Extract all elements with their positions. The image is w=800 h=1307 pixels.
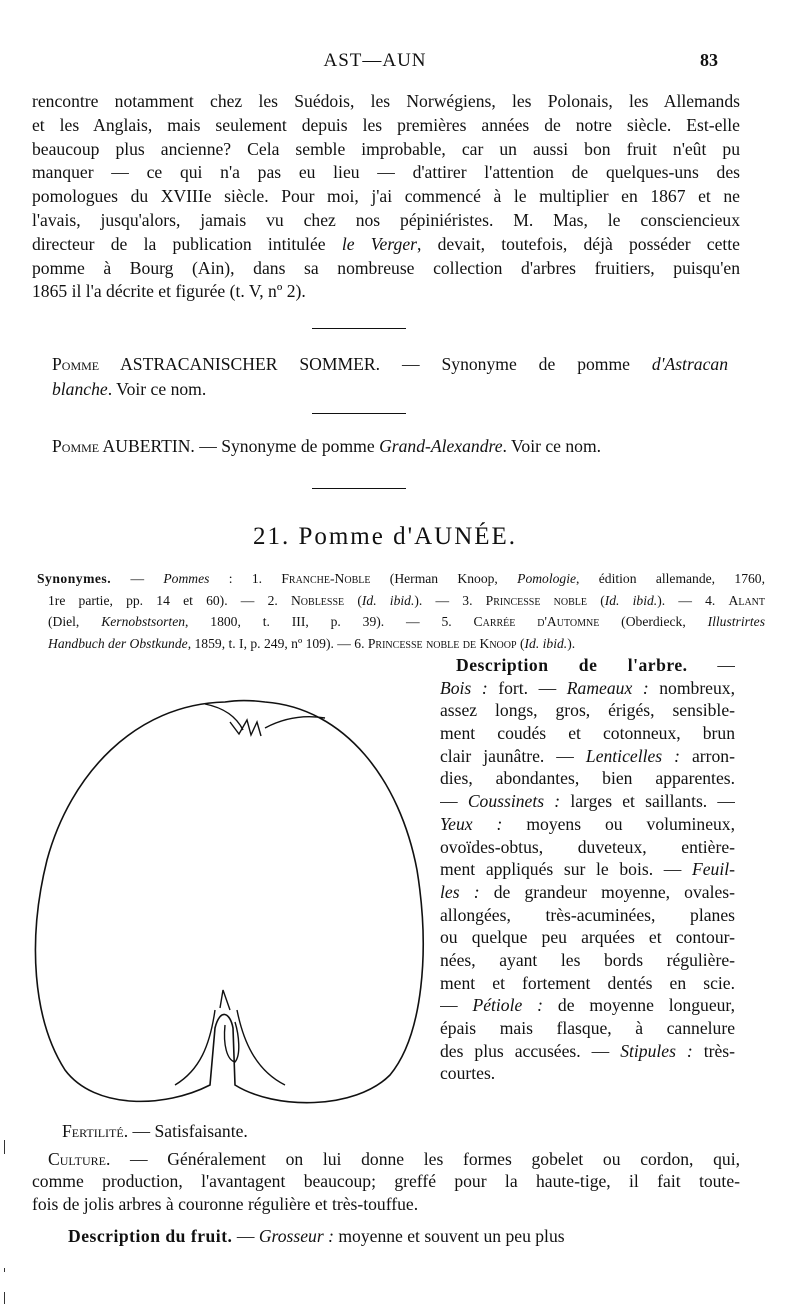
text-segment: de grandeur moyenne, ovales- [479,881,735,902]
text-line [32,138,740,162]
text-line [52,352,728,377]
text-segment: 1865 il l'a décrite et figurée (t. V, nº 2). [32,281,306,302]
text-segment: ( [516,635,525,651]
text-segment: ). [567,635,576,651]
tree-description [440,654,735,1085]
text-line [32,114,740,138]
text-segment: Id. ibid. [604,592,658,608]
text-segment: très- [692,1040,735,1061]
text-segment: Feuil- [692,859,735,880]
text-segment: — [687,655,735,675]
text-segment: — [232,1226,259,1246]
text-segment: Pétiole : [472,995,544,1016]
text-line [440,926,735,949]
text-segment: rencontre notamment chez les Suédois, les Norwégiens, les Polonais, les Allemands [32,91,740,111]
text-segment: (Oberdieck, [599,614,708,629]
text-line [32,257,740,281]
text-segment: Pomme [52,354,100,374]
text-line [52,434,728,459]
section-heading: Description du fruit. [68,1226,233,1246]
text-segment: ASTRACANISCHER SOMMER. — Synonyme de pomme [99,354,652,374]
text-segment: Culture [48,1149,106,1169]
text-segment: des plus accusées. — [440,1040,621,1061]
text-segment: AUBERTIN. — Synonyme de pomme [99,436,380,456]
text-segment: . — Satisfaisante. [123,1121,248,1141]
text-segment: — [440,995,473,1016]
page-number: 83 [700,50,718,70]
text-segment: Id. ibid. [361,592,415,608]
synonyms-block [37,568,765,654]
text-segment: pomologues du XVIIIe siècle. Pour moi, j'ai commencé à le multiplier en 1867 et ne [32,186,740,207]
text-segment: , devait, toutefois, déjà posséder cette [417,233,740,254]
text-segment: épais mais flasque, à cannelure [440,1018,735,1038]
text-segment: Rameaux : [566,677,649,698]
text-line [440,904,735,927]
text-segment: ment appliqués sur le bois. — [440,859,692,880]
text-line [440,699,735,722]
text-segment: , 1859, t. I, p. 249, nº 109). — 6. [187,635,368,651]
separator-rule [312,413,406,414]
text-segment: ou quelque peu arquées et contour- [440,927,735,948]
text-line [440,790,735,813]
text-segment: Grand-Alexandre [379,436,503,456]
text-line [32,280,740,304]
text-segment: directeur de la publication intitulée [32,233,342,254]
text-segment: Illustrirtes [707,614,765,629]
intro-paragraph [32,90,740,304]
text-segment: : 1. [209,571,282,586]
apple-eye-icon [175,990,285,1085]
article-title: 21. Pomme d'AUNÉE. [252,523,518,550]
text-line [440,836,735,859]
text-segment: Alant [728,592,765,608]
text-segment: — [440,791,468,812]
text-segment: dies, abondantes, bien apparentes. [440,768,735,789]
text-line [440,654,735,677]
scan-artifact [4,1268,5,1272]
text-segment: nées, ayant les bords régulière- [440,949,735,970]
text-line [440,1062,735,1085]
text-segment: et les Anglais, mais seulement depuis les premières années de notre siècle. Est-elle [32,114,740,135]
text-segment: ment coudés et cotonneux, brun [440,723,735,744]
text-segment: Stipules : [620,1040,693,1061]
text-line [440,881,735,904]
text-segment: Pommes [163,571,210,586]
entry-text [52,434,728,459]
text-segment: Pomme [52,436,100,456]
text-segment: Franche-Noble [281,571,371,586]
text-line [48,611,765,633]
text-line [32,1170,740,1192]
text-segment: Lenticelles : [585,745,680,766]
text-segment: pomme à Bourg (Ain), dans sa nombreuse collection d'arbres fruitiers, puisqu'en [32,257,740,278]
text-segment: Pomologie [517,571,577,586]
text-segment: Princesse noble [485,592,587,608]
entry-aubertin [52,434,728,459]
text-line [32,209,740,233]
text-segment: les : [440,881,480,902]
fruit-description [68,1226,740,1247]
entry-astracanischer [52,352,728,402]
text-segment: clair jaunâtre. — [440,745,586,766]
text-line [32,90,740,114]
text-segment: — [111,571,164,586]
scan-artifact [4,1140,5,1154]
text-segment: ( [344,592,362,608]
text-segment: ovoïdes-obtus, duveteux, entière- [440,836,735,857]
text-segment: allongées, très-acuminées, planes [440,904,735,925]
text-segment: manquer — ce qui n'a pas eu lieu — d'attirer l'attention de quelques-uns des [32,162,740,183]
text-segment: moyens ou volumineux, [502,813,735,834]
apple-stalk-icon [205,704,325,736]
text-segment: ). — 4. [657,592,729,608]
text-line [32,1193,740,1215]
entry-text [52,352,728,402]
text-segment: Id. ibid. [524,635,568,651]
text-line [440,767,735,790]
text-segment: moyenne et souvent un peu plus [333,1226,565,1246]
text-segment: arron- [679,745,735,766]
text-segment: ( [587,592,605,608]
text-segment: . Voir ce nom. [107,379,207,399]
text-line [68,1226,740,1247]
text-line [440,677,735,700]
text-segment: le Verger [341,233,417,254]
text-segment: larges et saillants. — [560,791,735,812]
text-line [32,185,740,209]
text-segment: courtes. [440,1063,496,1084]
text-segment: Carrée d'Automne [473,614,600,629]
text-line [440,745,735,768]
section-heading: Synonymes. [37,571,112,586]
text-line [440,949,735,972]
fertility-line [62,1121,248,1142]
text-segment: Coussinets : [467,791,561,812]
apple-illustration [25,690,435,1120]
text-line [440,994,735,1017]
text-line [440,972,735,995]
text-segment: l'avais, jusqu'alors, jamais vu chez nos pépiniéristes. M. Mas, le consciencieux [32,209,740,230]
text-segment: Kernobstsorten [101,614,186,629]
text-segment: fort. — [487,677,567,698]
text-line [440,858,735,881]
text-segment: blanche [52,379,108,399]
text-segment: . Voir ce nom. [502,436,602,456]
text-line [32,161,740,185]
text-line [48,633,765,655]
separator-rule [312,328,406,329]
text-segment: Yeux : [440,813,503,834]
text-segment: Grosseur : [258,1226,334,1246]
text-segment: ment et fortement dentés en scie. [440,972,735,993]
text-segment: beaucoup plus ancienne? Cela semble improbable, car un aussi bon fruit n'eût pu [32,138,740,159]
text-segment: assez longs, gros, érigés, sensible- [440,700,735,721]
separator-rule [312,488,406,489]
text-line [62,1121,248,1142]
running-header: AST—AUN [323,50,427,71]
text-segment: Princesse noble de Knoop [367,635,517,651]
text-segment: d'Astracan [651,354,728,374]
text-segment: de moyenne longueur, [543,995,735,1016]
text-segment: (Diel, [48,614,102,629]
text-segment: 1re partie, pp. 14 et 60). — 2. [48,592,291,608]
text-line [37,568,765,590]
text-segment: , édition allemande, 1760, [576,571,765,586]
text-segment: Bois : [440,677,488,698]
text-segment: (Herman Knoop, [370,571,518,586]
text-line [48,590,765,612]
culture-paragraph [32,1148,740,1215]
text-line [440,813,735,836]
scan-artifact [4,1292,5,1304]
text-line [32,233,740,257]
text-segment: Fertilité [62,1121,124,1141]
text-segment: . — Généralement on lui donne les formes gobelet ou cordon, qui, [105,1149,740,1169]
section-heading: Description de l'arbre. [456,655,688,675]
text-line [32,1148,740,1170]
text-segment: Handbuch der Obstkunde [48,635,188,651]
text-line [440,1040,735,1063]
text-line [52,377,728,402]
text-segment: Noblesse [290,592,345,608]
text-segment: ). — 3. [414,592,486,608]
text-segment: comme production, l'avantagent beaucoup; greffé pour la haute-tige, il fait toute- [32,1171,740,1192]
text-segment: nombreux, [648,677,735,698]
text-segment: fois de jolis arbres à couronne régulière et très-touffue. [32,1193,419,1214]
apple-outline [35,701,423,1103]
text-line [440,722,735,745]
text-segment: , 1800, t. III, p. 39). — 5. [185,614,474,629]
text-line [440,1017,735,1040]
